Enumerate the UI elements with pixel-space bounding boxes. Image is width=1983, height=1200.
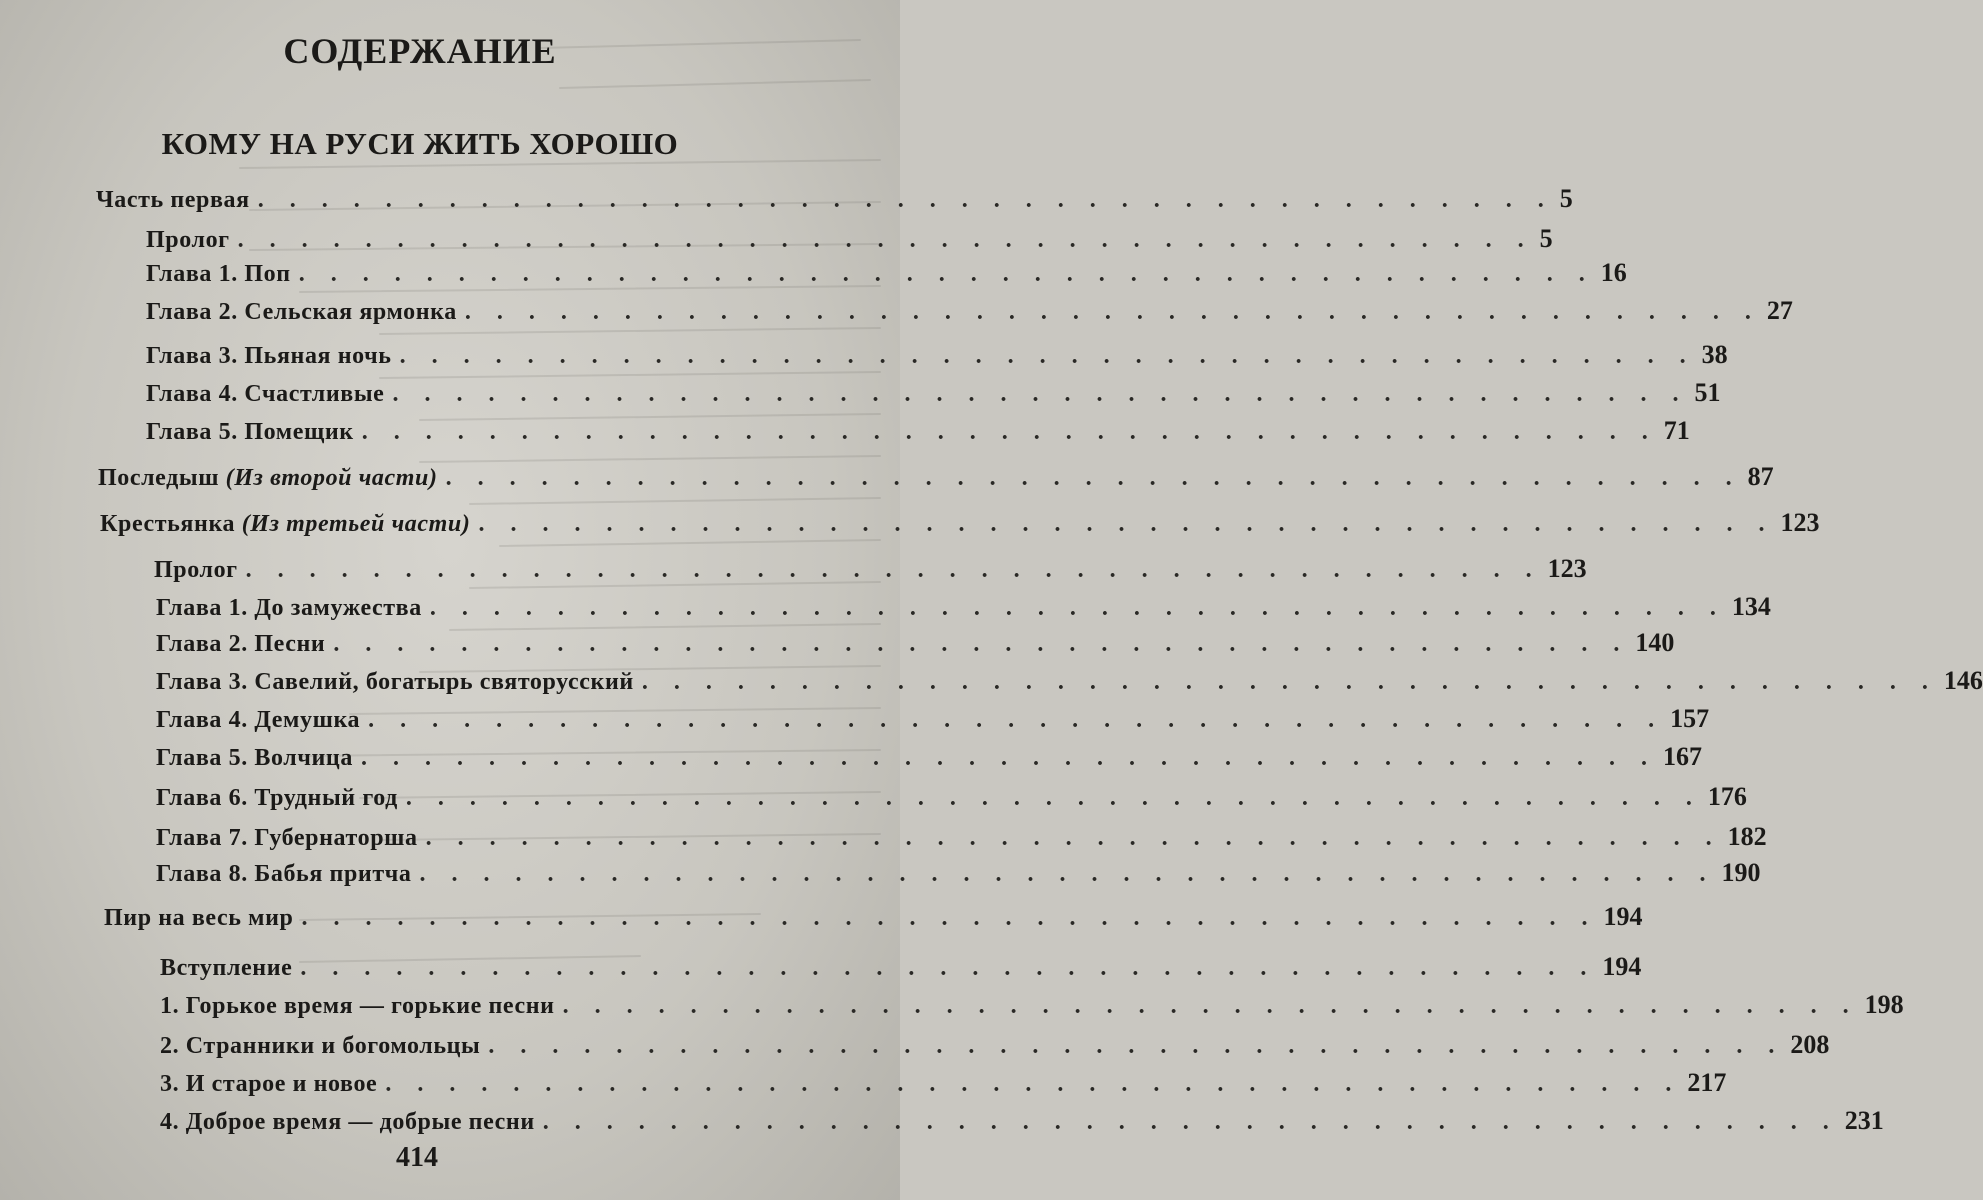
- dot-leader: . . . . . . . . . . . . . . . . . . . . . . . . . . . . . . . . . . . . . . . . .: [368, 707, 1665, 733]
- toc-entry-page: 198: [1864, 990, 1904, 1019]
- dot-leader: . . . . . . . . . . . . . . . . . . . . . . . . . . . . . . . . . . . . . . . . .: [425, 825, 1722, 851]
- toc-entry-title: Глава 8. Бабья притча: [156, 861, 412, 887]
- toc-entry-page: 123: [1780, 508, 1820, 537]
- toc-entry: [100, 508, 1820, 538]
- toc-entry-title: Вступление: [160, 955, 293, 981]
- dot-leader: . . . . . . . . . . . . . . . . . . . . . . . . . . . . . . . . . . . . . . . . .: [399, 343, 1696, 369]
- toc-entry-title: Глава 7. Губернаторша: [156, 825, 418, 851]
- toc-entry: [96, 184, 1573, 214]
- toc-entry: [160, 952, 1642, 982]
- dot-leader: . . . . . . . . . . . . . . . . . . . . . . . . . . . . . . . . . . . . . . . . .: [562, 993, 1859, 1019]
- toc-entry-page: 182: [1727, 822, 1767, 851]
- toc-entry-title: Глава 1. Поп: [146, 261, 291, 287]
- toc-entry-page: 167: [1662, 742, 1702, 771]
- toc-entry-title: Глава 5. Волчица: [156, 745, 353, 771]
- toc-entry: [160, 1068, 1727, 1098]
- dot-leader: . . . . . . . . . . . . . . . . . . . . . . . . . . . . . . . . . . . . . . . . .: [385, 1071, 1682, 1097]
- toc-entry-title: Глава 3. Пьяная ночь: [146, 343, 392, 369]
- dot-leader: . . . . . . . . . . . . . . . . . . . . . . . . . . . . . . . . . . . . . . . . .: [419, 861, 1716, 887]
- toc-entry-page: 87: [1747, 462, 1774, 491]
- toc-entry-page: 176: [1707, 782, 1747, 811]
- toc-entry-title: Глава 1. До замужества: [156, 595, 422, 621]
- toc-entry: [146, 416, 1690, 446]
- toc-entry-title: Глава 4. Демушка: [156, 707, 361, 733]
- dot-leader: . . . . . . . . . . . . . . . . . . . . . . . . . . . . . . . . . . . . . . . . .: [445, 465, 1742, 491]
- toc-entry: [160, 990, 1904, 1020]
- dot-leader: . . . . . . . . . . . . . . . . . . . . . . . . . . . . . . . . . . . . . . . . .: [392, 381, 1689, 407]
- toc-entry: [146, 258, 1627, 288]
- toc-entry-page: 16: [1600, 258, 1627, 287]
- dot-leader: . . . . . . . . . . . . . . . . . . . . . . . . . . . . . . . . . . . . . . . . .: [361, 419, 1658, 445]
- toc-entry-page: 217: [1687, 1068, 1727, 1097]
- toc-entry-note: (Из третьей части): [241, 511, 471, 537]
- toc-entry-title: Глава 3. Савелий, богатырь святорусский: [156, 669, 634, 695]
- toc-entry: [156, 666, 1983, 696]
- toc-entry-title: 1. Горькое время — горькие песни: [160, 993, 555, 1019]
- dot-leader: . . . . . . . . . . . . . . . . . . . . . . . . . . . . . . . . . . . . . . . . .: [301, 905, 1598, 931]
- toc-entry-title: 2. Странники и богомольцы: [160, 1033, 481, 1059]
- toc-entry: [160, 1030, 1830, 1060]
- dot-leader: . . . . . . . . . . . . . . . . . . . . . . . . . . . . . . . . . . . . . . . . .: [478, 511, 1775, 537]
- toc-entry-page: 140: [1635, 628, 1675, 657]
- toc-entry-page: 231: [1844, 1106, 1884, 1135]
- toc-entry: [146, 378, 1721, 408]
- toc-entry: [104, 902, 1643, 932]
- toc-entry: [156, 592, 1771, 622]
- toc-entry: [146, 224, 1553, 254]
- toc-entry-page: 5: [1539, 224, 1553, 253]
- toc-entry: [146, 340, 1728, 370]
- toc-entry: [160, 1106, 1884, 1136]
- toc-entry: [156, 782, 1747, 812]
- dot-leader: . . . . . . . . . . . . . . . . . . . . . . . . . . . . . . . . . . . . . . . . .: [300, 955, 1597, 981]
- page-title: СОДЕРЖАНИЕ: [283, 31, 557, 71]
- toc-entry-title: Часть первая: [96, 187, 250, 213]
- toc-entry: [156, 628, 1675, 658]
- dot-leader: . . . . . . . . . . . . . . . . . . . . . . . . . . . . . . . . . . . . . . . . .: [245, 557, 1542, 583]
- toc-entry-title: Пролог: [146, 227, 230, 253]
- toc-entry: [154, 554, 1587, 584]
- toc-entry: [156, 704, 1710, 734]
- toc-entry-page: 194: [1603, 902, 1643, 931]
- toc-entry-page: 146: [1943, 666, 1983, 695]
- dot-leader: . . . . . . . . . . . . . . . . . . . . . . . . . . . . . . . . . . . . . . . . .: [429, 595, 1726, 621]
- toc-entry-note: (Из второй части): [225, 465, 438, 491]
- toc-entry-title: Глава 5. Помещик: [146, 419, 354, 445]
- dot-leader: . . . . . . . . . . . . . . . . . . . . . . . . . . . . . . . . . . . . . . . . .: [405, 785, 1702, 811]
- toc-entry-title: 4. Доброе время — добрые песни: [160, 1109, 535, 1135]
- page-number: 414: [396, 1142, 438, 1173]
- dot-leader: . . . . . . . . . . . . . . . . . . . . . . . . . . . . . . . . . . . . . . . . .: [298, 261, 1595, 287]
- toc-entry-page: 27: [1766, 296, 1793, 325]
- toc-entry-page: 51: [1694, 378, 1721, 407]
- dot-leader: . . . . . . . . . . . . . . . . . . . . . . . . . . . . . . . . . . . . . . . . .: [641, 669, 1938, 695]
- toc-entry-page: 208: [1790, 1030, 1830, 1059]
- toc-entry-page: 190: [1721, 858, 1761, 887]
- toc-entry-title: 3. И старое и новое: [160, 1071, 378, 1097]
- toc-entry-title: Глава 4. Счастливые: [146, 381, 385, 407]
- toc-entry-page: 157: [1670, 704, 1710, 733]
- toc-entry-page: 71: [1663, 416, 1690, 445]
- toc-entry-page: 134: [1731, 592, 1771, 621]
- toc-entry-page: 194: [1602, 952, 1642, 981]
- section-title: КОМУ НА РУСИ ЖИТЬ ХОРОШО: [161, 126, 679, 161]
- toc-entry-page: 123: [1547, 554, 1587, 583]
- toc-entry-title: Глава 2. Песни: [156, 631, 326, 657]
- dot-leader: . . . . . . . . . . . . . . . . . . . . . . . . . . . . . . . . . . . . . . . . .: [542, 1109, 1839, 1135]
- toc-entry-page: 38: [1701, 340, 1728, 369]
- toc-entry-title: Глава 2. Сельская ярмонка: [146, 299, 457, 325]
- toc-entry: [156, 858, 1761, 888]
- toc-entry-title: Пролог: [154, 557, 238, 583]
- toc-entry-title: Пир на весь мир: [104, 905, 294, 931]
- dot-leader: . . . . . . . . . . . . . . . . . . . . . . . . . . . . . . . . . . . . . . . . .: [257, 187, 1554, 213]
- toc-entry-title: Глава 6. Трудный год: [156, 785, 398, 811]
- dot-leader: . . . . . . . . . . . . . . . . . . . . . . . . . . . . . . . . . . . . . . . . .: [488, 1033, 1785, 1059]
- toc-entry: [156, 822, 1767, 852]
- toc-entry: [146, 296, 1793, 326]
- dot-leader: . . . . . . . . . . . . . . . . . . . . . . . . . . . . . . . . . . . . . . . . .: [360, 745, 1657, 771]
- toc-entry-title: Последыш: [98, 465, 220, 491]
- toc-entry: [156, 742, 1702, 772]
- toc-entry-title: Крестьянка: [100, 511, 236, 537]
- toc-entry-page: 5: [1559, 184, 1573, 213]
- dot-leader: . . . . . . . . . . . . . . . . . . . . . . . . . . . . . . . . . . . . . . . . .: [464, 299, 1761, 325]
- toc-entry: [98, 462, 1774, 492]
- dot-leader: . . . . . . . . . . . . . . . . . . . . . . . . . . . . . . . . . . . . . . . . .: [333, 631, 1630, 657]
- dot-leader: . . . . . . . . . . . . . . . . . . . . . . . . . . . . . . . . . . . . . . . . .: [237, 227, 1534, 253]
